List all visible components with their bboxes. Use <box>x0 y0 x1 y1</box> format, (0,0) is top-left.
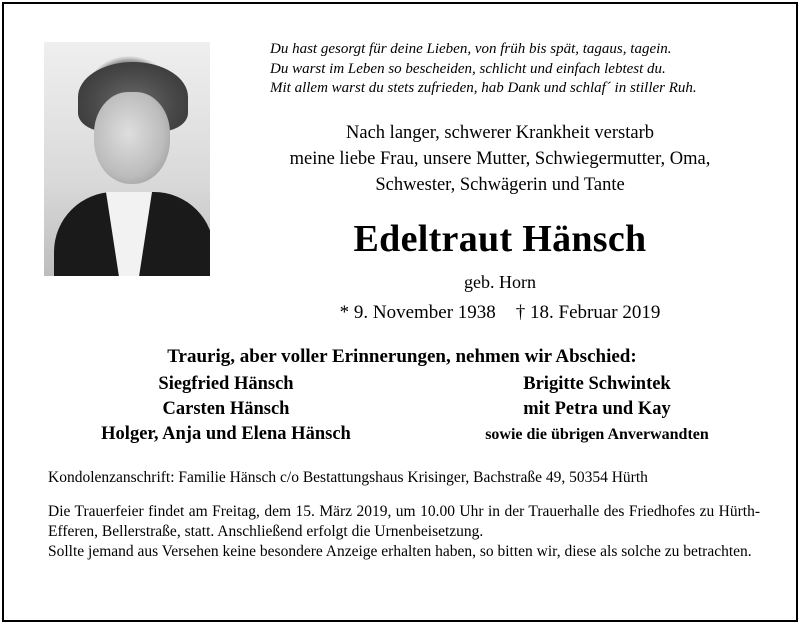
poem-line: Du warst im Leben so bescheiden, schlicht und einfach lebtest du. <box>270 60 666 77</box>
farewell-heading: Traurig, aber voller Erinnerungen, nehmen wir Abschied: <box>167 346 637 367</box>
family-member: Holger, Anja und Elena Hänsch <box>101 424 351 444</box>
obituary-card <box>2 2 798 622</box>
birth-name: geb. Horn <box>464 272 536 292</box>
family-list-left <box>44 372 408 447</box>
photo-face <box>94 92 170 184</box>
deceased-name: Edeltraut Hänsch <box>353 218 647 260</box>
family-member: mit Petra und Kay <box>523 399 671 419</box>
notice-paragraph: Die Trauerfeier findet am Freitag, dem 15. März 2019, um 10.00 Uhr in der Trauerhalle des Friedhofes zu Hürth-Efferen, Bellerstraße, statt. Anschließend erfolgt die Urnenbeisetzung. <box>48 503 760 540</box>
family-member: sowie die übrigen Anverwandten <box>485 426 709 443</box>
poem <box>270 40 770 99</box>
intro-line: Nach langer, schwerer Krankheit verstarb <box>346 123 654 143</box>
intro-line: meine liebe Frau, unsere Mutter, Schwiegermutter, Oma, <box>289 149 711 169</box>
poem-line: Mit allem warst du stets zufrieden, hab Dank und schlaf´ in stiller Ruh. <box>270 80 697 96</box>
intro-text <box>230 120 770 198</box>
ceremony-notice <box>48 502 760 562</box>
family-member: Carsten Hänsch <box>162 399 290 419</box>
family-member: Siegfried Hänsch <box>158 374 294 394</box>
portrait-photo <box>44 42 210 276</box>
birth-date: * 9. November 1938 <box>339 302 496 323</box>
intro-line: Schwester, Schwägerin und Tante <box>375 175 625 195</box>
family-member: Brigitte Schwintek <box>523 374 671 394</box>
life-dates <box>230 300 770 326</box>
condolence-address: Kondolenzanschrift: Familie Hänsch c/o Bestattungshaus Krisinger, Bachstraße 49, 50354 Hürth <box>48 469 648 486</box>
family-list-right <box>414 372 780 447</box>
notice-paragraph: Sollte jemand aus Versehen keine besondere Anzeige erhalten haben, so bitten wir, diese als solche zu betrachten. <box>48 543 752 560</box>
poem-line: Du hast gesorgt für deine Lieben, von früh bis spät, tagaus, tagein. <box>270 41 672 57</box>
death-date: † 18. Februar 2019 <box>515 302 661 323</box>
